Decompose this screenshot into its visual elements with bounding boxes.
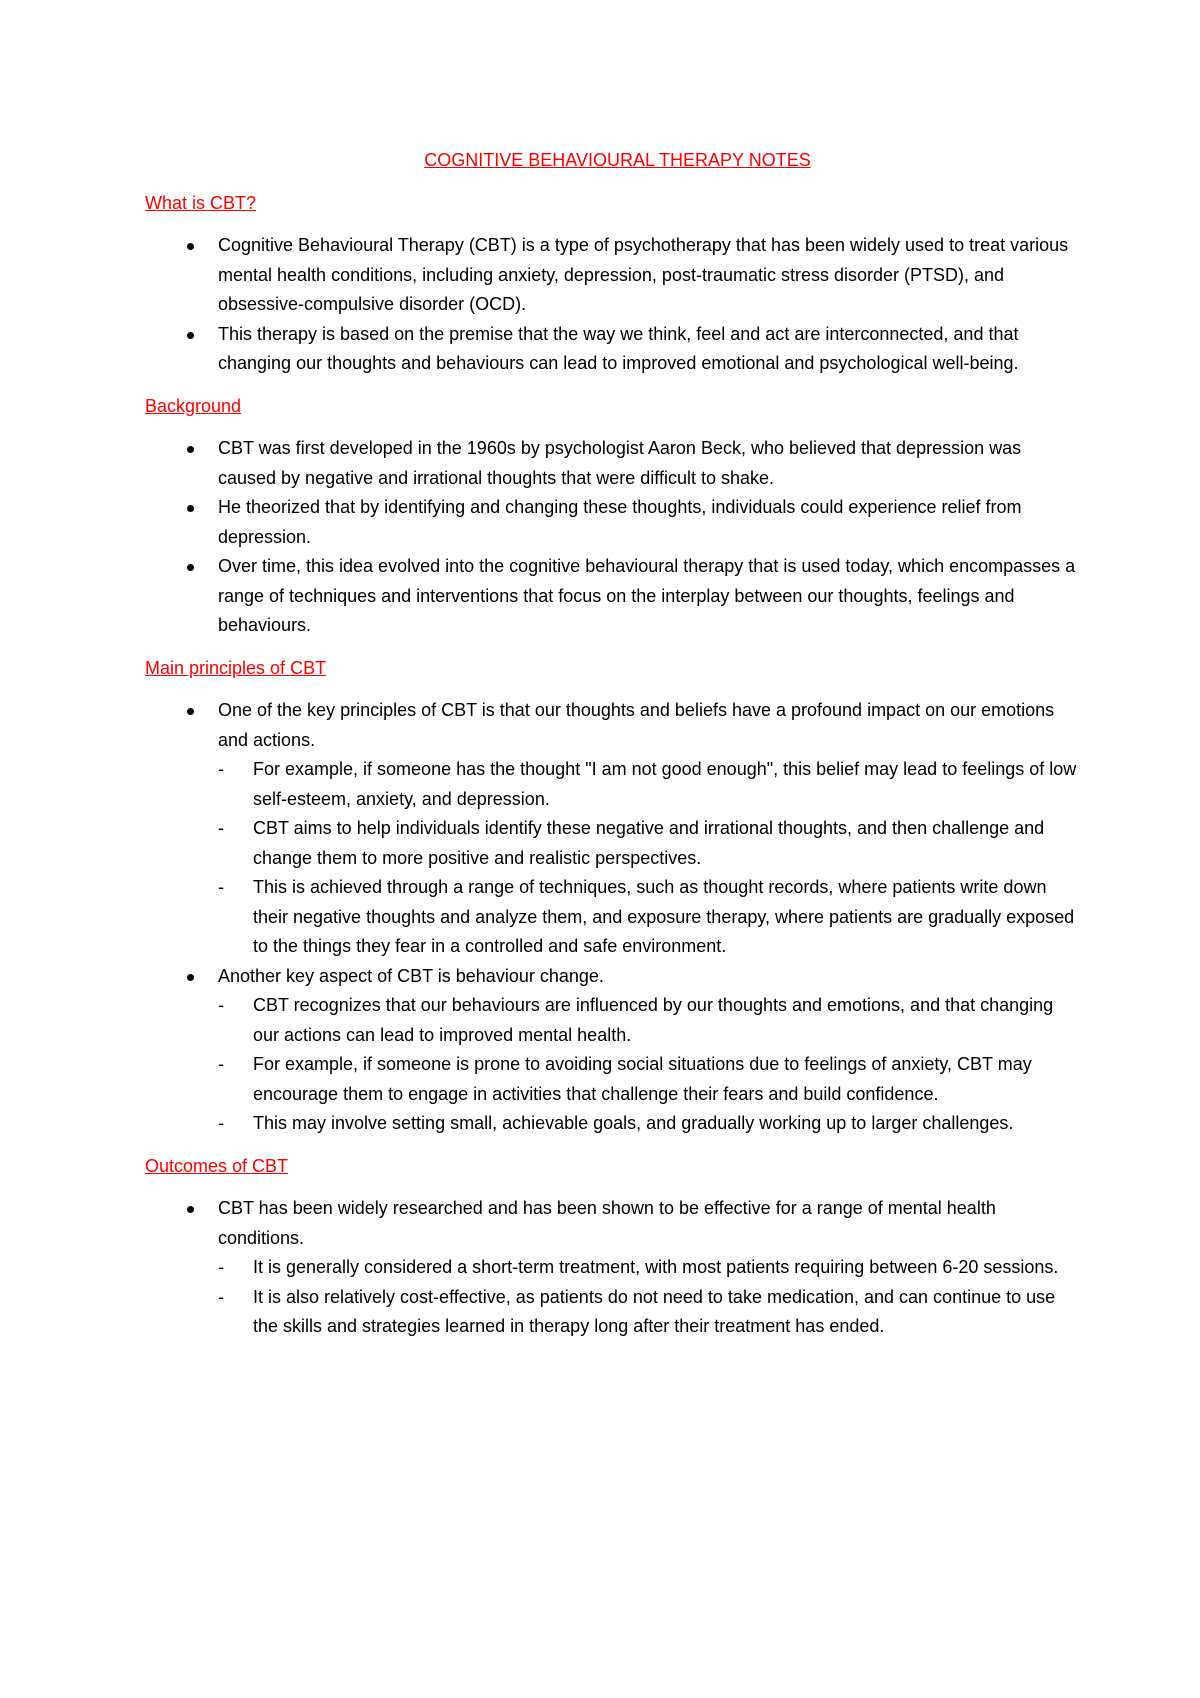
sub-item-text: It is also relatively cost-effective, as patients do not need to take medication, and can continue to use the skills and strategies learned in therapy long after their treatment has ended. [253, 1286, 1056, 1336]
sub-item [218, 1253, 1080, 1283]
bullet-list [145, 696, 1080, 1139]
bullet-icon [187, 505, 194, 512]
sub-item [218, 1050, 1080, 1109]
sub-list [218, 1253, 1080, 1342]
sub-item-text: It is generally considered a short-term treatment, with most patients requiring between 6-20 sessions. [253, 1257, 1059, 1277]
bullet-icon [187, 708, 194, 715]
dash-marker: - [218, 1113, 224, 1133]
bullet-icon [187, 332, 194, 339]
section-heading: Outcomes of CBT [145, 1155, 289, 1176]
sub-item-text: CBT aims to help individuals identify these negative and irrational thoughts, and then challenge and change them to more positive and realistic perspectives. [253, 818, 1045, 868]
bullet-text: He theorized that by identifying and changing these thoughts, individuals could experience relief from depression. [218, 497, 1022, 547]
bullet-icon [187, 243, 194, 250]
section-heading: What is CBT? [145, 192, 257, 213]
dash-marker: - [218, 818, 224, 838]
bullet-item [145, 320, 1080, 379]
sub-item-text: This may involve setting small, achievable goals, and gradually working up to larger challenges. [253, 1113, 1014, 1133]
document-title: COGNITIVE BEHAVIOURAL THERAPY NOTES [424, 150, 811, 170]
bullet-text: CBT was first developed in the 1960s by psychologist Aaron Beck, who believed that depression was caused by negative and irrational thoughts that were difficult to shake. [218, 438, 1022, 488]
sub-item-text: For example, if someone is prone to avoiding social situations due to feelings of anxiety, CBT may encourage them to engage in activities that challenge their fears and build confidence. [253, 1054, 1032, 1104]
bullet-text: Over time, this idea evolved into the cognitive behavioural therapy that is used today, which encompasses a range of techniques and interventions that focus on the interplay between our thoughts, feelings and behaviours. [218, 556, 1076, 635]
dash-marker: - [218, 877, 224, 897]
sub-item [218, 1109, 1080, 1139]
bullet-text: CBT has been widely researched and has been shown to be effective for a range of mental health conditions. [218, 1198, 996, 1248]
bullet-text: Cognitive Behavioural Therapy (CBT) is a type of psychotherapy that has been widely used to treat various mental health conditions, including anxiety, depression, post-traumatic stress disorder (PTSD), and obsessive-compulsive disorder (OCD). [218, 235, 1069, 314]
bullet-text: This therapy is based on the premise that the way we think, feel and act are interconnected, and that changing our thoughts and behaviours can lead to improved emotional and psychological well-being. [218, 323, 1019, 373]
dash-marker: - [218, 1257, 224, 1277]
bullet-item [145, 493, 1080, 552]
dash-marker: - [218, 995, 224, 1015]
bullet-icon [187, 1206, 194, 1213]
sub-item [218, 814, 1080, 873]
bullet-text: One of the key principles of CBT is that our thoughts and beliefs have a profound impact on our emotions and actions. [218, 700, 1055, 750]
sub-list [218, 991, 1080, 1139]
section-heading: Main principles of CBT [145, 657, 327, 678]
bullet-item [145, 696, 1080, 962]
sub-item [218, 755, 1080, 814]
sub-item-text: For example, if someone has the thought "I am not good enough", this belief may lead to feelings of low self-esteem, anxiety, and depression. [253, 759, 1077, 809]
bullet-icon [187, 564, 194, 571]
bullet-list [145, 1194, 1080, 1342]
dash-marker: - [218, 1054, 224, 1074]
dash-marker: - [218, 1286, 224, 1307]
bullet-list [145, 231, 1080, 379]
bullet-item [145, 552, 1080, 641]
bullet-item [145, 1194, 1080, 1342]
sub-item [218, 1283, 1080, 1342]
sub-item-text: This is achieved through a range of techniques, such as thought records, where patients write down their negative thoughts and analyze them, and exposure therapy, where patients are gradually exposed to the things they fear in a controlled and safe environment. [253, 877, 1075, 956]
bullet-list [145, 434, 1080, 641]
sub-item-text: CBT recognizes that our behaviours are influenced by our thoughts and emotions, and that changing our actions can lead to improved mental health. [253, 995, 1054, 1045]
bullet-item [145, 434, 1080, 493]
bullet-icon [187, 974, 194, 981]
bullet-icon [187, 446, 194, 453]
sub-item [218, 991, 1080, 1050]
dash-marker: - [218, 759, 224, 779]
bullet-item [145, 231, 1080, 320]
section-heading: Background [145, 395, 242, 416]
bullet-item [145, 962, 1080, 1139]
document-body [145, 189, 1080, 1342]
bullet-text: Another key aspect of CBT is behaviour change. [218, 965, 604, 986]
sub-item [218, 873, 1080, 962]
sub-list [218, 755, 1080, 962]
